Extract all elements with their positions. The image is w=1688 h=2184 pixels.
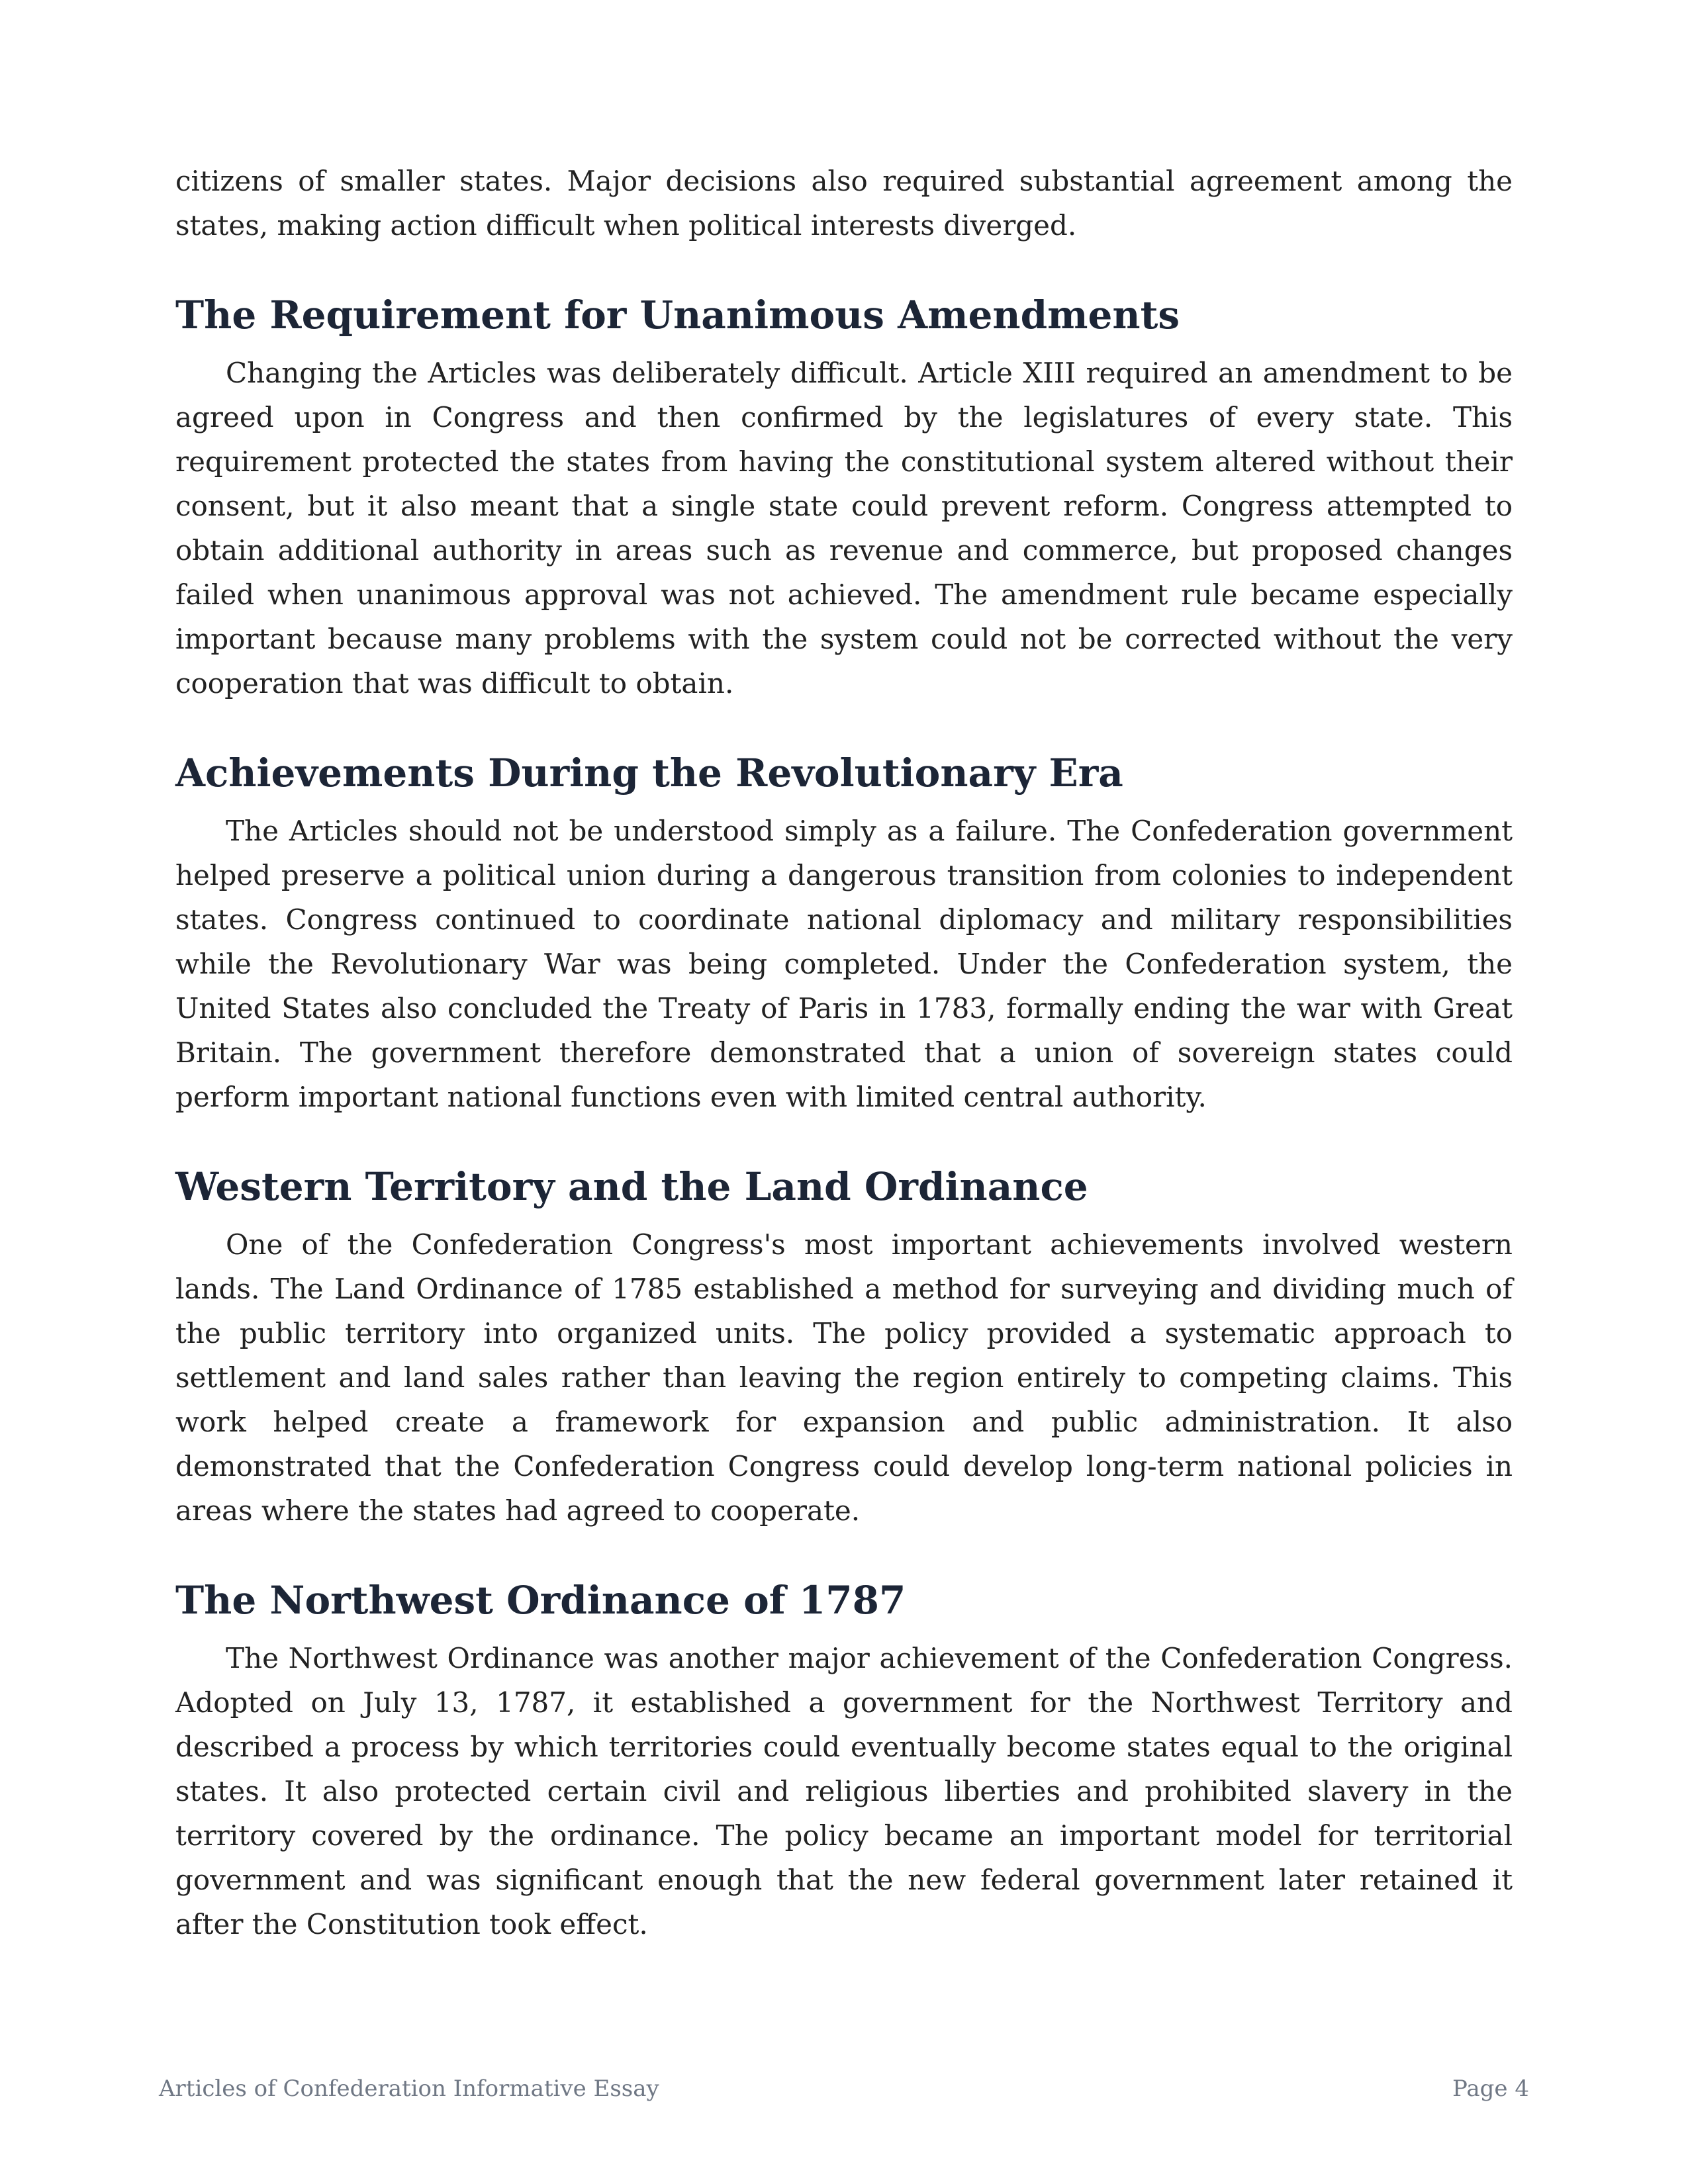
section-unanimous-amendments <box>175 289 1513 705</box>
section-northwest-ordinance <box>175 1574 1513 1946</box>
page-content <box>175 159 1513 1946</box>
section-paragraph: The Articles should not be understood simply as a failure. The Confederation government helped preserve a political union during a dangerous transition from colonies to independent states. Congress continued to coordinate national diplomacy and military responsibilities while the Revolutionary War was being completed. Under the Confederation system, the United States also concluded the Treaty of Paris in 1783, formally ending the war with Great Britain. The government therefore demonstrated that a union of sovereign states could perform important national functions even with limited central authority. <box>175 815 1513 1113</box>
section-heading: Western Territory and the Land Ordinance <box>175 1164 1088 1209</box>
section-paragraph: The Northwest Ordinance was another major achievement of the Confederation Congress. Adopted on July 13, 1787, it established a government for the Northwest Territory and described a process by which territories could eventually become states equal to the original states. It also protected certain civil and religious liberties and prohibited slavery in the territory covered by the ordinance. The policy became an important model for territorial government and was significant enough that the new federal government later retained it after the Constitution took effect. <box>175 1642 1513 1940</box>
continuation-paragraph: citizens of smaller states. Major decisions also required substantial agreement among the states, making action difficult when political interests diverged. <box>175 165 1513 242</box>
section-paragraph: Changing the Articles was deliberately difficult. Article XIII required an amendment to be agreed upon in Congress and then confirmed by the legislatures of every state. This requirement protected the states from having the constitutional system altered without their consent, but it also meant that a single state could prevent reform. Congress attempted to obtain additional authority in areas such as revenue and commerce, but proposed changes failed when unanimous approval was not achieved. The amendment rule became especially important because many problems with the system could not be corrected without the very cooperation that was difficult to obtain. <box>175 357 1513 700</box>
section-paragraph: One of the Confederation Congress's most important achievements involved western lands. The Land Ordinance of 1785 established a method for surveying and dividing much of the public territory into organized units. The policy provided a systematic approach to settlement and land sales rather than leaving the region entirely to competing claims. This work helped create a framework for expansion and public administration. It also demonstrated that the Confederation Congress could develop long-term national policies in areas where the states had agreed to cooperate. <box>175 1228 1513 1527</box>
section-heading: Achievements During the Revolutionary Era <box>175 751 1123 796</box>
section-heading: The Northwest Ordinance of 1787 <box>175 1578 906 1623</box>
section-land-ordinance <box>175 1160 1513 1533</box>
footer-document-title: Articles of Confederation Informative Essay <box>159 2075 659 2102</box>
section-revolutionary-era <box>175 747 1513 1119</box>
footer-page-number: Page 4 <box>1452 2075 1529 2102</box>
section-heading: The Requirement for Unanimous Amendments <box>175 293 1180 338</box>
